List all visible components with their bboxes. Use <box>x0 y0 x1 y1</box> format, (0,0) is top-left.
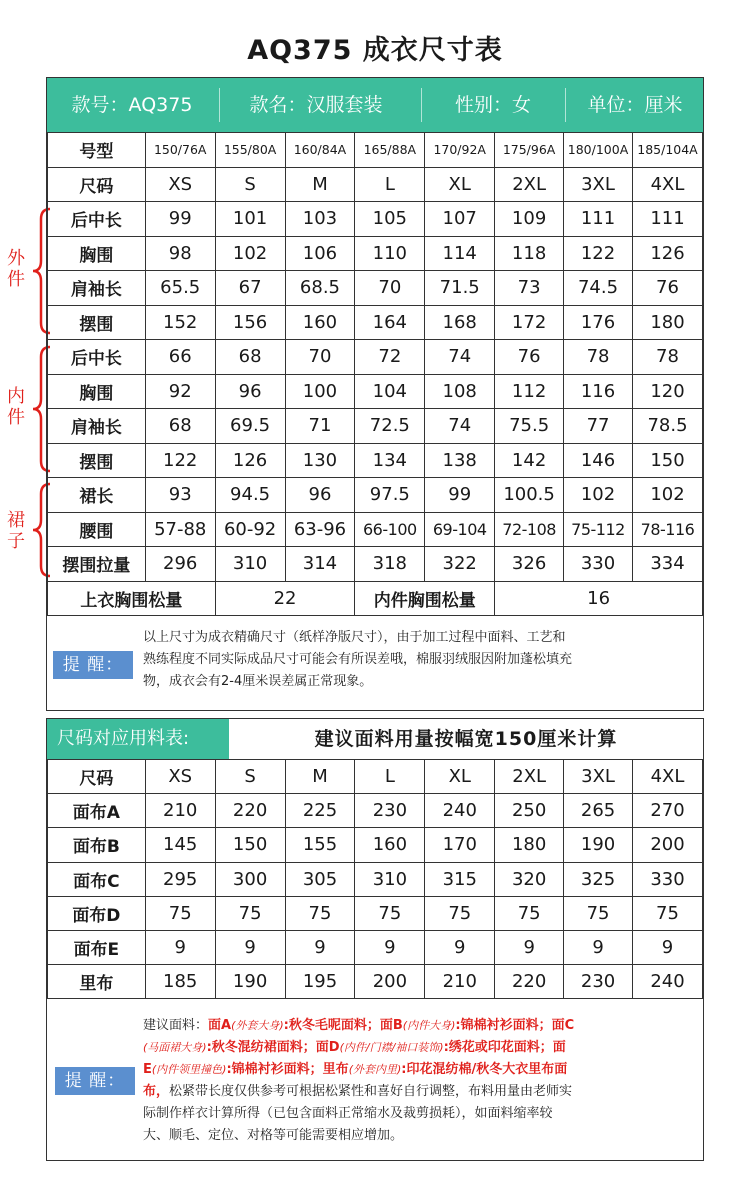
value-cell: 190 <box>564 828 633 862</box>
value-cell: 9 <box>425 930 495 964</box>
row-label: 摆围拉量 <box>48 547 146 582</box>
value-cell: 230 <box>355 794 425 828</box>
value-cell: 75 <box>355 896 425 930</box>
style-number: 款号：AQ375 <box>71 94 193 116</box>
value-cell: 108 <box>425 374 495 409</box>
row-label: 里布 <box>48 965 146 999</box>
value-cell: 9 <box>215 930 285 964</box>
value-cell: 9 <box>564 930 633 964</box>
size-cell: XS <box>145 760 215 794</box>
model-cell: 165/88A <box>355 133 425 168</box>
reminder-line: 以上尺寸为成衣精确尺寸（纸样净版尺寸），由于加工过程中面料、工艺和 <box>143 630 566 645</box>
table-row <box>48 965 703 999</box>
gender: 性别：女 <box>454 94 531 116</box>
table-row <box>48 133 703 168</box>
value-cell: 320 <box>495 862 564 896</box>
model-cell: 180/100A <box>564 133 633 168</box>
fabric-note-line: 大、顺毛、定位、对格等可能需要相应增加。 <box>143 1128 404 1143</box>
value-cell: 99 <box>425 478 495 513</box>
row-label: 面布C <box>48 862 146 896</box>
value-cell: 265 <box>564 794 633 828</box>
group-label-skirt: 裙子 <box>7 510 25 552</box>
model-cell: 175/96A <box>495 133 564 168</box>
value-cell: 180 <box>632 305 702 340</box>
fabric-reminder-text <box>143 1015 699 1147</box>
size-cell: M <box>285 760 355 794</box>
value-cell: 69.5 <box>215 409 285 444</box>
value-cell: 210 <box>145 794 215 828</box>
model-cell: 150/76A <box>145 133 215 168</box>
value-cell: 106 <box>285 236 355 271</box>
table-row <box>48 760 703 794</box>
row-label: 摆围 <box>48 443 146 478</box>
table-row <box>48 930 703 964</box>
value-cell: 9 <box>495 930 564 964</box>
table-row <box>48 896 703 930</box>
fabric-header <box>47 719 703 759</box>
value-cell: 326 <box>495 547 564 582</box>
value-cell: 111 <box>632 202 702 237</box>
page-title: AQ375 成衣尺寸表 <box>247 35 503 66</box>
value-cell: 295 <box>145 862 215 896</box>
reminder-line: 物，成衣会有2-4厘米误差属正常现象。 <box>143 674 373 689</box>
value-cell: 126 <box>632 236 702 271</box>
value-cell: 78-116 <box>632 512 702 547</box>
value-cell: 134 <box>355 443 425 478</box>
value-cell: 102 <box>215 236 285 271</box>
value-cell: 104 <box>355 374 425 409</box>
value-cell: 9 <box>285 930 355 964</box>
value-cell: 71.5 <box>425 271 495 306</box>
table-row <box>48 512 703 547</box>
value-cell: 74 <box>425 340 495 375</box>
value-cell: 72.5 <box>355 409 425 444</box>
value-cell: 75 <box>285 896 355 930</box>
row-label: 腰围 <box>48 512 146 547</box>
value-cell: 68.5 <box>285 271 355 306</box>
value-cell: 96 <box>215 374 285 409</box>
value-cell: 75 <box>425 896 495 930</box>
value-cell: 72-108 <box>495 512 564 547</box>
value-cell: 94.5 <box>215 478 285 513</box>
unit: 单位：厘米 <box>587 94 683 116</box>
value-cell: 77 <box>564 409 633 444</box>
table-row <box>48 478 703 513</box>
table-row <box>48 862 703 896</box>
value-cell: 70 <box>285 340 355 375</box>
value-cell: 200 <box>355 965 425 999</box>
value-cell: 57-88 <box>145 512 215 547</box>
value-cell: 111 <box>564 202 633 237</box>
fabric-note-line: 建议面料：面A(外套大身):秋冬毛呢面料；面B(内件大身):锦棉衬衫面料；面C <box>143 1018 575 1033</box>
table-row <box>48 167 703 202</box>
ease-value: 22 <box>215 581 355 616</box>
fabric-subtitle: 建议面料用量按幅宽150厘米计算 <box>314 728 618 750</box>
value-cell: 230 <box>564 965 633 999</box>
table-row <box>48 443 703 478</box>
value-cell: 75.5 <box>495 409 564 444</box>
value-cell: 300 <box>215 862 285 896</box>
value-cell: 146 <box>564 443 633 478</box>
group-label-outer: 外件 <box>7 248 25 290</box>
value-cell: 72 <box>355 340 425 375</box>
value-cell: 9 <box>355 930 425 964</box>
ease-value: 16 <box>495 581 703 616</box>
value-cell: 190 <box>215 965 285 999</box>
value-cell: 74 <box>425 409 495 444</box>
value-cell: 145 <box>145 828 215 862</box>
value-cell: 75 <box>145 896 215 930</box>
size-cell: 4XL <box>632 167 702 202</box>
fabric-table <box>47 759 703 999</box>
value-cell: 126 <box>215 443 285 478</box>
value-cell: 118 <box>495 236 564 271</box>
value-cell: 65.5 <box>145 271 215 306</box>
value-cell: 314 <box>285 547 355 582</box>
model-cell: 185/104A <box>632 133 702 168</box>
row-label: 面布B <box>48 828 146 862</box>
size-cell: 3XL <box>564 167 633 202</box>
value-cell: 160 <box>355 828 425 862</box>
value-cell: 75 <box>495 896 564 930</box>
value-cell: 168 <box>425 305 495 340</box>
value-cell: 75 <box>215 896 285 930</box>
value-cell: 318 <box>355 547 425 582</box>
ease-label: 上衣胸围松量 <box>48 581 216 616</box>
size-cell: S <box>215 760 285 794</box>
value-cell: 114 <box>425 236 495 271</box>
value-cell: 225 <box>285 794 355 828</box>
row-label: 尺码 <box>48 167 146 202</box>
value-cell: 170 <box>425 828 495 862</box>
value-cell: 152 <box>145 305 215 340</box>
model-cell: 160/84A <box>285 133 355 168</box>
value-cell: 138 <box>425 443 495 478</box>
value-cell: 75 <box>633 896 703 930</box>
value-cell: 76 <box>495 340 564 375</box>
table-row <box>48 794 703 828</box>
value-cell: 180 <box>495 828 564 862</box>
value-cell: 150 <box>632 443 702 478</box>
value-cell: 185 <box>145 965 215 999</box>
row-label: 胸围 <box>48 374 146 409</box>
value-cell: 75-112 <box>564 512 633 547</box>
fabric-note-line: E(内件领里撞色):锦棉衬衫面料；里布(外套内里):印花混纺棉/秋冬大衣里布面 <box>143 1062 568 1077</box>
value-cell: 99 <box>145 202 215 237</box>
table-row <box>48 547 703 582</box>
reminder-note <box>47 613 703 709</box>
value-cell: 105 <box>355 202 425 237</box>
value-cell: 103 <box>285 202 355 237</box>
row-label: 后中长 <box>48 202 146 237</box>
size-cell: 4XL <box>633 760 703 794</box>
table-row <box>48 271 703 306</box>
size-cell: XL <box>425 167 495 202</box>
value-cell: 172 <box>495 305 564 340</box>
value-cell: 310 <box>215 547 285 582</box>
value-cell: 270 <box>633 794 703 828</box>
fabric-note-line: 布，松紧带长度仅供参考可根据松紧性和喜好自行调整，布料用量由老师实 <box>143 1084 573 1099</box>
value-cell: 112 <box>495 374 564 409</box>
value-cell: 73 <box>495 271 564 306</box>
value-cell: 130 <box>285 443 355 478</box>
value-cell: 122 <box>145 443 215 478</box>
value-cell: 315 <box>425 862 495 896</box>
style-name: 款名：汉服套装 <box>249 94 383 116</box>
value-cell: 98 <box>145 236 215 271</box>
size-cell: XL <box>425 760 495 794</box>
size-cell: 2XL <box>495 167 564 202</box>
row-label: 后中长 <box>48 340 146 375</box>
size-table <box>47 132 703 616</box>
value-cell: 195 <box>285 965 355 999</box>
group-label-inner: 内件 <box>7 386 25 428</box>
value-cell: 9 <box>633 930 703 964</box>
size-cell: S <box>215 167 285 202</box>
value-cell: 240 <box>425 794 495 828</box>
value-cell: 325 <box>564 862 633 896</box>
value-cell: 78.5 <box>632 409 702 444</box>
row-label: 肩袖长 <box>48 271 146 306</box>
value-cell: 74.5 <box>564 271 633 306</box>
value-cell: 160 <box>285 305 355 340</box>
row-label: 尺码 <box>48 760 146 794</box>
value-cell: 78 <box>632 340 702 375</box>
value-cell: 101 <box>215 202 285 237</box>
value-cell: 250 <box>495 794 564 828</box>
value-cell: 97.5 <box>355 478 425 513</box>
value-cell: 100 <box>285 374 355 409</box>
value-cell: 116 <box>564 374 633 409</box>
value-cell: 330 <box>564 547 633 582</box>
value-cell: 220 <box>215 794 285 828</box>
fabric-reminder <box>47 1001 703 1161</box>
row-label: 面布A <box>48 794 146 828</box>
value-cell: 68 <box>215 340 285 375</box>
value-cell: 240 <box>633 965 703 999</box>
value-cell: 296 <box>145 547 215 582</box>
size-cell: 3XL <box>564 760 633 794</box>
row-label: 肩袖长 <box>48 409 146 444</box>
value-cell: 78 <box>564 340 633 375</box>
table-row <box>48 202 703 237</box>
value-cell: 60-92 <box>215 512 285 547</box>
table-row <box>48 828 703 862</box>
row-label: 面布D <box>48 896 146 930</box>
value-cell: 63-96 <box>285 512 355 547</box>
ease-row <box>48 581 703 616</box>
reminder-tag: 提 醒： <box>53 651 133 679</box>
size-chart <box>46 77 704 711</box>
info-header <box>47 78 703 132</box>
row-label: 面布E <box>48 930 146 964</box>
size-cell: L <box>355 760 425 794</box>
model-cell: 170/92A <box>425 133 495 168</box>
value-cell: 71 <box>285 409 355 444</box>
value-cell: 66 <box>145 340 215 375</box>
value-cell: 220 <box>495 965 564 999</box>
table-row <box>48 340 703 375</box>
value-cell: 102 <box>632 478 702 513</box>
value-cell: 142 <box>495 443 564 478</box>
fabric-note-line: 际制作样衣计算所得（已包含面料正常缩水及裁剪损耗），如面料缩率较 <box>143 1106 553 1121</box>
value-cell: 210 <box>425 965 495 999</box>
value-cell: 100.5 <box>495 478 564 513</box>
value-cell: 102 <box>564 478 633 513</box>
row-label: 号型 <box>48 133 146 168</box>
value-cell: 122 <box>564 236 633 271</box>
value-cell: 93 <box>145 478 215 513</box>
value-cell: 200 <box>633 828 703 862</box>
row-label: 摆围 <box>48 305 146 340</box>
reminder-line: 熟练程度不同实际成品尺寸可能会有所误差哦，棉服羽绒服因附加蓬松填充 <box>143 652 573 667</box>
size-cell: L <box>355 167 425 202</box>
value-cell: 76 <box>632 271 702 306</box>
value-cell: 334 <box>632 547 702 582</box>
value-cell: 156 <box>215 305 285 340</box>
row-label: 胸围 <box>48 236 146 271</box>
value-cell: 305 <box>285 862 355 896</box>
table-row <box>48 409 703 444</box>
value-cell: 69-104 <box>425 512 495 547</box>
value-cell: 109 <box>495 202 564 237</box>
value-cell: 110 <box>355 236 425 271</box>
value-cell: 176 <box>564 305 633 340</box>
size-cell: 2XL <box>495 760 564 794</box>
value-cell: 70 <box>355 271 425 306</box>
table-row <box>48 236 703 271</box>
fabric-tag: 尺码对应用料表: <box>47 719 229 759</box>
value-cell: 322 <box>425 547 495 582</box>
table-row <box>48 374 703 409</box>
value-cell: 155 <box>285 828 355 862</box>
value-cell: 150 <box>215 828 285 862</box>
value-cell: 92 <box>145 374 215 409</box>
fabric-chart <box>46 718 704 1161</box>
value-cell: 68 <box>145 409 215 444</box>
fabric-reminder-tag: 提 醒： <box>55 1067 135 1095</box>
value-cell: 75 <box>564 896 633 930</box>
value-cell: 66-100 <box>355 512 425 547</box>
value-cell: 310 <box>355 862 425 896</box>
model-cell: 155/80A <box>215 133 285 168</box>
size-cell: M <box>285 167 355 202</box>
value-cell: 330 <box>633 862 703 896</box>
value-cell: 164 <box>355 305 425 340</box>
row-label: 裙长 <box>48 478 146 513</box>
table-row <box>48 305 703 340</box>
value-cell: 67 <box>215 271 285 306</box>
value-cell: 9 <box>145 930 215 964</box>
reminder-text <box>143 627 699 693</box>
fabric-note-line: (马面裙大身):秋冬混纺裙面料；面D(内件/门襟/袖口装饰):绣花或印花面料；面 <box>143 1040 566 1055</box>
ease-label: 内件胸围松量 <box>355 581 495 616</box>
value-cell: 96 <box>285 478 355 513</box>
value-cell: 120 <box>632 374 702 409</box>
value-cell: 107 <box>425 202 495 237</box>
size-cell: XS <box>145 167 215 202</box>
